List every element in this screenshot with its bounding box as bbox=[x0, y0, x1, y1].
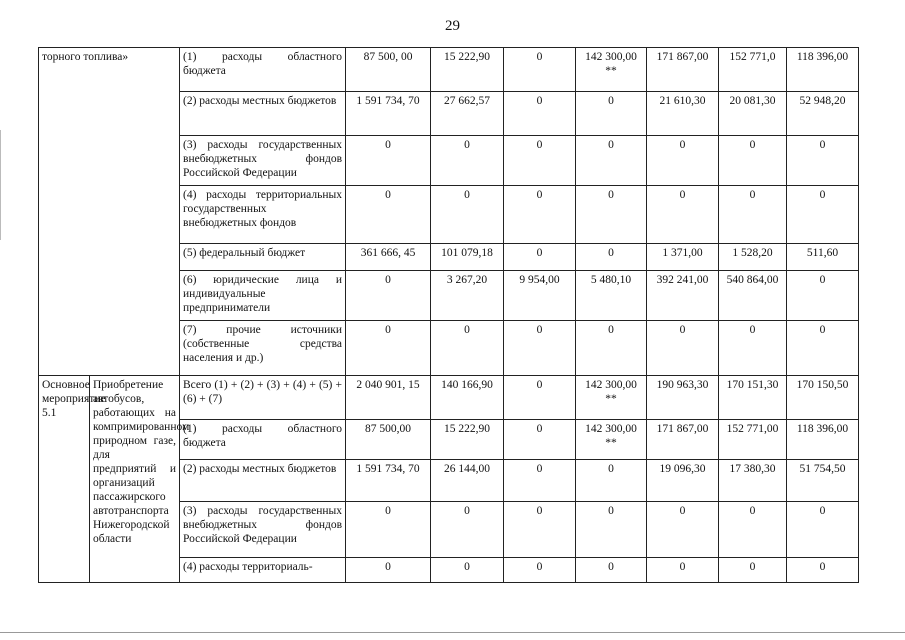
row-label: Всего (1) + (2) + (3) + (4) + (5) + (6) + (7) bbox=[180, 376, 346, 420]
page-bottom-rule bbox=[0, 632, 905, 633]
value-cell: 0 bbox=[504, 460, 576, 502]
value-cell: 171 867,00 bbox=[647, 48, 719, 92]
value-cell: 0 bbox=[504, 502, 576, 558]
value-cell: 51 754,50 bbox=[787, 460, 859, 502]
row-label: (1) расходы областного бюджета bbox=[180, 48, 346, 92]
value-cell: 0 bbox=[576, 186, 647, 244]
value-cell: 0 bbox=[576, 92, 647, 136]
row-label: (4) расходы территориаль- bbox=[180, 558, 346, 583]
row-label: (2) расходы местных бюджетов bbox=[180, 460, 346, 502]
value-cell: 0 bbox=[576, 460, 647, 502]
value-cell: 511,60 bbox=[787, 244, 859, 271]
value-cell: 0 bbox=[346, 321, 431, 376]
value-cell: 171 867,00 bbox=[647, 420, 719, 460]
value-cell: 0 bbox=[719, 321, 787, 376]
value-cell: 0 bbox=[647, 502, 719, 558]
value-cell: 52 948,20 bbox=[787, 92, 859, 136]
value-cell: 0 bbox=[431, 321, 504, 376]
measure-description-cell: Приобретение автобусов, работающих на компримированном природном газе, для предприятий и организаций пассажирского автотранспорта Нижегородской области bbox=[90, 376, 180, 583]
value-cell: 1 591 734, 70 bbox=[346, 460, 431, 502]
row-label: (3) расходы государственных внебюджетных фондов Российской Федерации bbox=[180, 502, 346, 558]
value-cell: 5 480,10 bbox=[576, 271, 647, 321]
value-cell: 20 081,30 bbox=[719, 92, 787, 136]
value-cell: 27 662,57 bbox=[431, 92, 504, 136]
value-cell: 0 bbox=[346, 186, 431, 244]
table-row bbox=[39, 376, 859, 420]
footnote-mark: ** bbox=[605, 393, 617, 405]
value-cell: 0 bbox=[787, 502, 859, 558]
value-cell: 170 151,30 bbox=[719, 376, 787, 420]
value-cell: 0 bbox=[719, 502, 787, 558]
row-label: (6) юридические лица и индивидуальные предприниматели bbox=[180, 271, 346, 321]
value-cell: 0 bbox=[576, 244, 647, 271]
row-label: (1) расходы областного бюджета bbox=[180, 420, 346, 460]
value-cell: 0 bbox=[504, 558, 576, 583]
value-cell: 0 bbox=[576, 136, 647, 186]
value-cell: 0 bbox=[647, 321, 719, 376]
value-cell: 3 267,20 bbox=[431, 271, 504, 321]
value-cell: 0 bbox=[647, 186, 719, 244]
value-cell: 0 bbox=[647, 136, 719, 186]
value-cell: 0 bbox=[787, 558, 859, 583]
value-cell: 15 222,90 bbox=[431, 48, 504, 92]
value-cell: 142 300,00 ** bbox=[576, 420, 647, 460]
row-label: (7) прочие источники (собственные средства населения и др.) bbox=[180, 321, 346, 376]
value-cell: 0 bbox=[346, 136, 431, 186]
value-cell: 1 371,00 bbox=[647, 244, 719, 271]
value-cell: 0 bbox=[787, 271, 859, 321]
value-cell: 0 bbox=[504, 136, 576, 186]
value-cell: 0 bbox=[504, 420, 576, 460]
row-label: (5) федеральный бюджет bbox=[180, 244, 346, 271]
value-cell: 26 144,00 bbox=[431, 460, 504, 502]
row-label: (2) расходы местных бюджетов bbox=[180, 92, 346, 136]
value-cell: 101 079,18 bbox=[431, 244, 504, 271]
value-cell: 2 040 901, 15 bbox=[346, 376, 431, 420]
value-cell: 0 bbox=[346, 502, 431, 558]
value-cell: 142 300,00 ** bbox=[576, 376, 647, 420]
value-cell: 0 bbox=[787, 186, 859, 244]
value-cell: 0 bbox=[431, 136, 504, 186]
value-cell: 0 bbox=[576, 558, 647, 583]
value-cell: 1 591 734, 70 bbox=[346, 92, 431, 136]
row-label: (3) расходы государственных внебюджетных фондов Российской Федерации bbox=[180, 136, 346, 186]
value-cell: 361 666, 45 bbox=[346, 244, 431, 271]
value-cell: 0 bbox=[504, 48, 576, 92]
table-row bbox=[39, 48, 859, 92]
value-cell: 0 bbox=[431, 186, 504, 244]
scan-edge-line bbox=[0, 130, 1, 240]
value-cell: 0 bbox=[504, 92, 576, 136]
value-cell: 0 bbox=[431, 558, 504, 583]
value-cell: 9 954,00 bbox=[504, 271, 576, 321]
value-cell: 118 396,00 bbox=[787, 420, 859, 460]
value-cell: 0 bbox=[719, 136, 787, 186]
footnote-mark: ** bbox=[605, 65, 617, 77]
value-cell: 142 300,00 ** bbox=[576, 48, 647, 92]
value-cell: 17 380,30 bbox=[719, 460, 787, 502]
value-cell: 0 bbox=[576, 321, 647, 376]
page-number: 29 bbox=[445, 18, 460, 34]
budget-table bbox=[38, 47, 859, 583]
value-cell: 0 bbox=[504, 376, 576, 420]
value-cell: 0 bbox=[576, 502, 647, 558]
value-cell: 0 bbox=[346, 558, 431, 583]
value-cell: 0 bbox=[346, 271, 431, 321]
value-cell: 21 610,30 bbox=[647, 92, 719, 136]
value-cell: 19 096,30 bbox=[647, 460, 719, 502]
value-cell: 15 222,90 bbox=[431, 420, 504, 460]
value-cell: 0 bbox=[504, 321, 576, 376]
value-cell: 0 bbox=[431, 502, 504, 558]
value-cell: 140 166,90 bbox=[431, 376, 504, 420]
value-cell: 0 bbox=[504, 244, 576, 271]
value-cell: 0 bbox=[719, 558, 787, 583]
value-cell: 190 963,30 bbox=[647, 376, 719, 420]
value-cell: 540 864,00 bbox=[719, 271, 787, 321]
value-cell: 0 bbox=[787, 136, 859, 186]
value-cell: 0 bbox=[787, 321, 859, 376]
program-cell: торного топлива» bbox=[39, 48, 180, 376]
value-cell: 87 500, 00 bbox=[346, 48, 431, 92]
value-cell: 392 241,00 bbox=[647, 271, 719, 321]
value-cell: 1 528,20 bbox=[719, 244, 787, 271]
value-cell: 170 150,50 bbox=[787, 376, 859, 420]
value-cell: 0 bbox=[719, 186, 787, 244]
value-cell: 118 396,00 bbox=[787, 48, 859, 92]
measure-name-cell: Основное мероприятие 5.1 bbox=[39, 376, 90, 583]
footnote-mark: ** bbox=[605, 437, 617, 449]
value-cell: 0 bbox=[647, 558, 719, 583]
value-cell: 0 bbox=[504, 186, 576, 244]
row-label: (4) расходы территориальных государственных внебюджетных фондов bbox=[180, 186, 346, 244]
value-cell: 152 771,0 bbox=[719, 48, 787, 92]
value-cell: 87 500,00 bbox=[346, 420, 431, 460]
value-cell: 152 771,00 bbox=[719, 420, 787, 460]
